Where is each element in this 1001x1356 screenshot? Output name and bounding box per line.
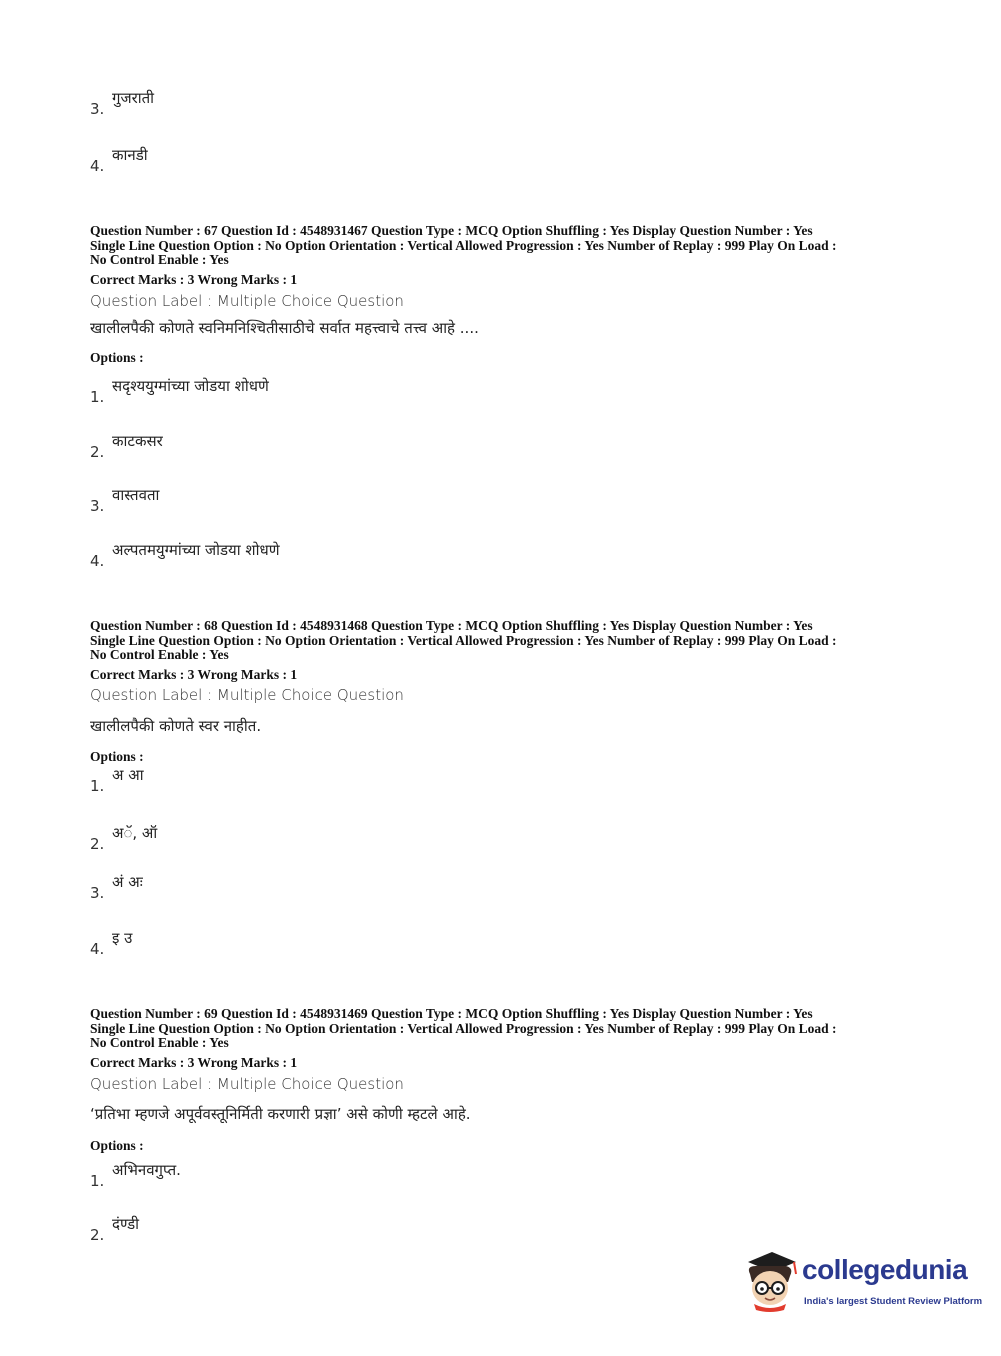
- option-text: अभिनवगुप्त.: [112, 1161, 181, 1179]
- brand-name: collegedunia: [802, 1254, 968, 1285]
- collegedunia-logo: [740, 1248, 983, 1318]
- meta-line: Question Number : 69 Question Id : 4548931469 Question Type : MCQ Option Shuffling : Yes Display Question Number : Yes: [90, 1006, 813, 1021]
- meta-line: Single Line Question Option : No Option Orientation : Vertical Allowed Progression : Yes Number of Replay : 999 Play On Load :: [90, 1020, 837, 1036]
- options-label: Options :: [90, 350, 144, 365]
- question-meta: [90, 1007, 920, 1051]
- question-label: Question Label : Multiple Choice Question: [90, 686, 404, 704]
- option-number: 3.: [90, 497, 105, 515]
- question-text: ‘प्रतिभा म्हणजे अपूर्ववस्तूनिर्मिती करणारी प्रज्ञा’ असे कोणी म्हटले आहे.: [90, 1105, 471, 1123]
- option-text: अ आ: [112, 766, 144, 784]
- brand-tagline: India's largest Student Review Platform: [804, 1296, 983, 1307]
- option-text: अल्पतमयुग्मांच्या जोडया शोधणे: [112, 541, 280, 559]
- option-number: 3.: [90, 884, 105, 902]
- option-number: 1.: [90, 1172, 105, 1190]
- option-text: गुजराती: [112, 89, 155, 107]
- options-label: Options :: [90, 1138, 144, 1153]
- meta-line: Single Line Question Option : No Option Orientation : Vertical Allowed Progression : Yes Number of Replay : 999 Play On Load :: [90, 632, 837, 648]
- option-text: सदृश्ययुग्मांच्या जोडया शोधणे: [112, 377, 269, 395]
- meta-line: Question Number : 67 Question Id : 4548931467 Question Type : MCQ Option Shuffling : Yes Display Question Number : Yes: [90, 223, 813, 238]
- question-label: Question Label : Multiple Choice Question: [90, 292, 404, 310]
- meta-line: Single Line Question Option : No Option Orientation : Vertical Allowed Progression : Yes Number of Replay : 999 Play On Load :: [90, 237, 837, 253]
- option-text: वास्तवता: [112, 486, 160, 504]
- question-meta: [90, 224, 920, 268]
- option-text: दंण्डी: [112, 1215, 140, 1233]
- meta-line: No Control Enable : Yes: [90, 252, 229, 267]
- meta-line: No Control Enable : Yes: [90, 1035, 229, 1050]
- option-number: 3.: [90, 100, 105, 118]
- meta-line: Question Number : 68 Question Id : 4548931468 Question Type : MCQ Option Shuffling : Yes Display Question Number : Yes: [90, 618, 813, 633]
- option-number: 4.: [90, 552, 105, 570]
- option-text: अं अः: [112, 873, 143, 891]
- option-text: कानडी: [112, 146, 148, 164]
- option-number: 2.: [90, 1226, 105, 1244]
- option-text: काटकसर: [112, 432, 163, 450]
- option-text: अॅ, ऑ: [112, 824, 158, 842]
- options-label: Options :: [90, 749, 144, 764]
- mascot-icon: [740, 1248, 800, 1314]
- option-number: 1.: [90, 777, 105, 795]
- question-text: खालीलपैकी कोणते स्वनिमनिश्चितीसाठीचे सर्वात महत्त्वाचे तत्त्व आहे ....: [90, 319, 479, 337]
- question-marks: Correct Marks : 3 Wrong Marks : 1: [90, 1055, 298, 1070]
- option-number: 2.: [90, 443, 105, 461]
- question-marks: Correct Marks : 3 Wrong Marks : 1: [90, 272, 298, 287]
- question-marks: Correct Marks : 3 Wrong Marks : 1: [90, 667, 298, 682]
- option-number: 1.: [90, 388, 105, 406]
- question-meta: [90, 619, 920, 663]
- option-number: 4.: [90, 157, 105, 175]
- question-text: खालीलपैकी कोणते स्वर नाहीत.: [90, 717, 262, 735]
- option-number: 2.: [90, 835, 105, 853]
- meta-line: No Control Enable : Yes: [90, 647, 229, 662]
- option-text: इ उ: [112, 929, 133, 947]
- question-label: Question Label : Multiple Choice Question: [90, 1075, 404, 1093]
- option-number: 4.: [90, 940, 105, 958]
